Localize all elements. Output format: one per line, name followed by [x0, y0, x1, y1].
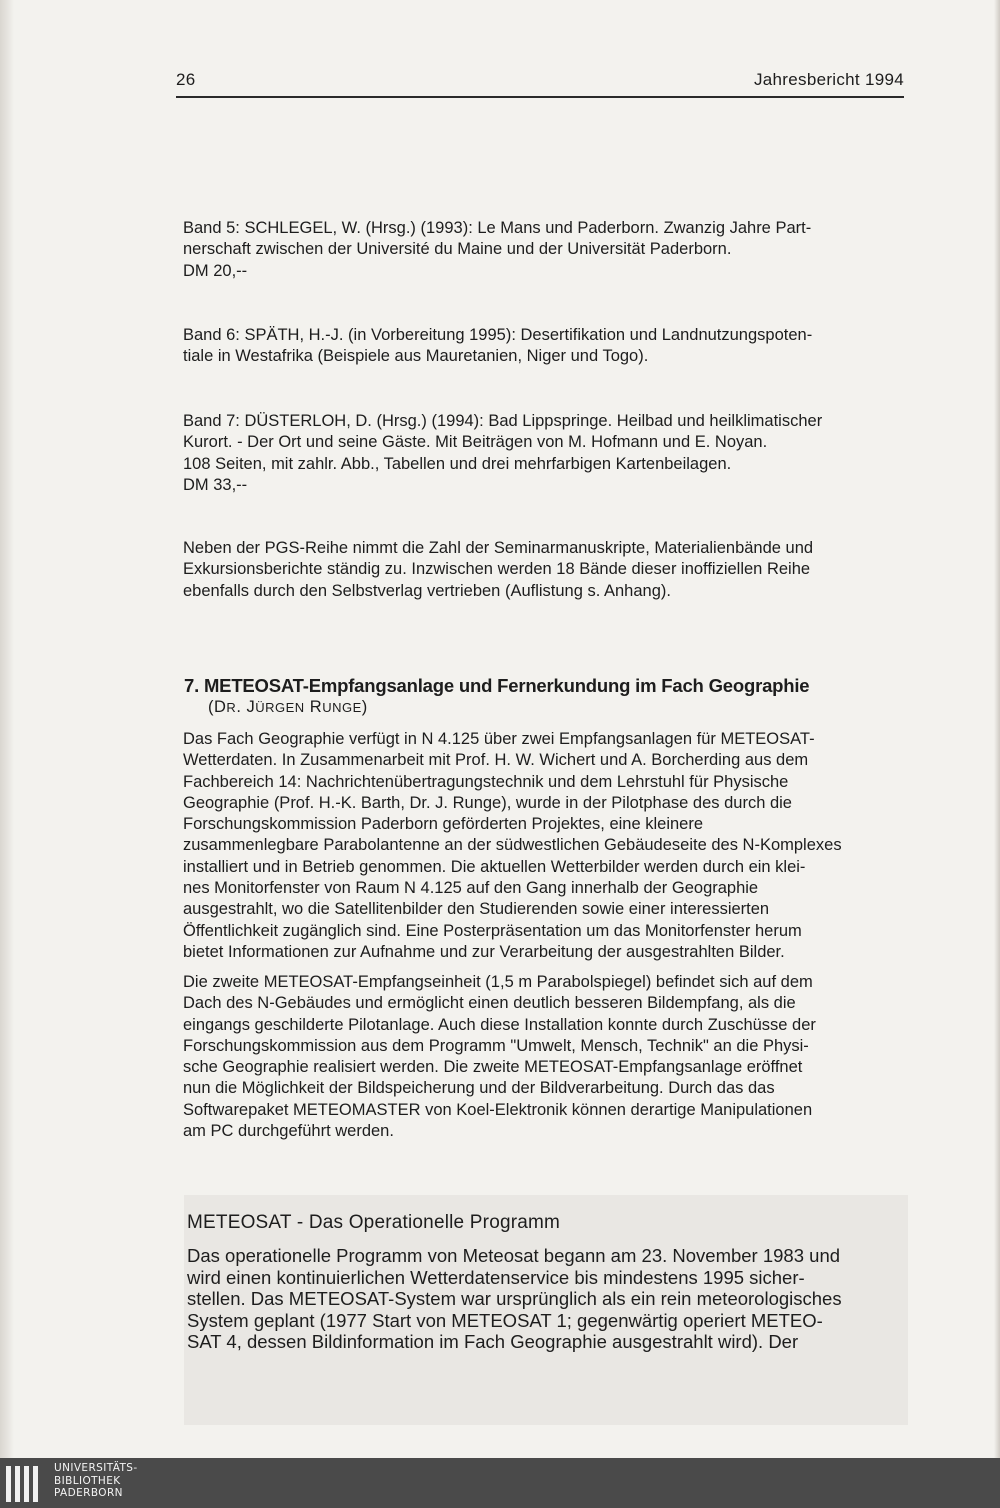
text-line: Neben der PGS-Reihe nimmt die Zahl der Seminarmanuskripte, Materialienbände und: [183, 539, 814, 557]
text-line: Das operationelle Programm von Meteosat begann am 23. November 1983 und: [187, 1245, 841, 1266]
author-part: (D: [208, 698, 227, 716]
page-number: 26: [176, 70, 196, 89]
text-line: bietet Informationen zur Aufnahme und zur Verarbeitung der ausgestrahlten Bilder.: [183, 942, 785, 961]
text-line: Exkursionsberichte ständig zu. Inzwischen werden 18 Bände dieser inoffiziellen Reihe: [183, 560, 811, 579]
text-line: nun die Möglichkeit der Bildspeicherung und der Bildverarbeitung. Durch das das: [183, 1079, 775, 1098]
text-line: Das Fach Geographie verfügt in N 4.125 über zwei Empfangsanlagen für METEOSAT-: [183, 730, 815, 748]
text-line: nes Monitorfenster von Raum N 4.125 auf den Gang innerhalb der Geographie: [183, 879, 759, 898]
author-part: ): [361, 698, 368, 716]
text-line: ebenfalls durch den Selbstverlag vertrieben (Auflistung s. Anhang).: [183, 581, 671, 600]
author-part: UNGE: [322, 700, 362, 715]
author-part: ÜRGEN: [255, 700, 305, 715]
text-line: tiale in Westafrika (Beispiele aus Mauretanien, Niger und Togo).: [183, 347, 649, 366]
text-line: Softwarepaket METEOMASTER von Koel-Elektronik können derartige Manipulationen: [183, 1100, 813, 1119]
info-box-text: [187, 1245, 905, 1353]
text-line: zusammenlegbare Parabolantenne an der südwestlichen Gebäudeseite des N-Komplexes: [183, 836, 842, 855]
library-name: [54, 1462, 138, 1500]
text-line: Die zweite METEOSAT-Empfangseinheit (1,5 m Parabolspiegel) befindet sich auf dem: [183, 973, 813, 991]
text-line: ausgestrahlt, wo die Satellitenbilder den Studierenden sowie einer interessierten: [183, 900, 770, 919]
text-line: Forschungskommission aus dem Programm "Umwelt, Mensch, Technik" an die Physi-: [183, 1036, 809, 1055]
text-line: am PC durchgeführt werden.: [183, 1122, 394, 1141]
band-7-entry: [183, 411, 905, 496]
text-line: Öffentlichkeit zugänglich sind. Eine Posterpräsentation um das Monitorfenster herum: [183, 921, 802, 940]
section-heading: 7. METEOSAT-Empfangsanlage und Fernerkundung im Fach Geographie: [184, 675, 810, 696]
text-line: Geographie (Prof. H.-K. Barth, Dr. J. Runge), wurde in der Pilotphase des durch die: [183, 793, 792, 812]
text-line: nerschaft zwischen der Université du Maine und der Universität Paderborn.: [183, 240, 732, 259]
text-line: eingangs geschilderte Pilotanlage. Auch diese Installation konnte durch Zuschüsse der: [183, 1015, 816, 1034]
text-line: SAT 4, dessen Bildinformation im Fach Geographie ausgestrahlt wird). Der: [187, 1331, 799, 1353]
author-part: R: [226, 700, 237, 715]
text-line: Dach des N-Gebäudes und ermöglicht einen deutlich besseren Bildempfang, als die: [183, 994, 796, 1013]
text-line: sche Geographie realisiert werden. Die zweite METEOSAT-Empfangsanlage eröffnet: [183, 1058, 803, 1077]
running-title: Jahresbericht 1994: [754, 70, 904, 89]
text-line: Fachbereich 14: Nachrichtenübertragungstechnik und dem Lehrstuhl für Physische: [183, 772, 789, 791]
author-part: R: [304, 698, 323, 716]
library-name-line: PADERBORN: [54, 1487, 123, 1499]
text-line: Band 5: SCHLEGEL, W. (Hrsg.) (1993): Le Mans und Paderborn. Zwanzig Jahre Part-: [183, 219, 812, 237]
text-line: wird einen kontinuierlichen Wetterdatenservice bis mindestens 1995 sicher-: [187, 1266, 805, 1288]
library-footer: [0, 1458, 1000, 1508]
band-6-entry: [183, 325, 905, 368]
info-box-title: METEOSAT - Das Operationelle Programm: [187, 1212, 561, 1233]
band-5-entry: [183, 218, 905, 282]
library-name-line: BIBLIOTHEK: [54, 1474, 121, 1487]
section-author: [208, 698, 368, 717]
text-line: Kurort. - Der Ort und seine Gäste. Mit Beiträgen von M. Hofmann und E. Noyan.: [183, 433, 768, 452]
text-line: Forschungskommission Paderborn geförderten Projektes, eine kleinere: [183, 815, 704, 834]
text-line: Band 7: DÜSTERLOH, D. (Hrsg.) (1994): Bad Lippspringe. Heilbad und heilklimatischer: [183, 412, 823, 430]
text-line: DM 20,--: [183, 261, 248, 280]
author-part: . J: [236, 698, 256, 716]
text-line: 108 Seiten, mit zahlr. Abb., Tabellen und drei mehrfarbigen Kartenbeilagen.: [183, 454, 732, 473]
text-line: Wetterdaten. In Zusammenarbeit mit Prof. H. W. Wichert und A. Borcherding aus dem: [183, 751, 809, 770]
library-name-line: UNIVERSITÄTS-: [54, 1462, 138, 1474]
book-gutter: [0, 0, 14, 1458]
text-line: stellen. Das METEOSAT-System war ursprünglich als ein rein meteorologisches: [187, 1288, 842, 1310]
section-paragraph-2: [183, 972, 905, 1142]
pgs-paragraph: [183, 538, 905, 602]
library-logo-icon: [6, 1466, 50, 1502]
section-paragraph-1: [183, 729, 905, 963]
page-edge: [994, 0, 1000, 1458]
text-line: DM 33,--: [183, 475, 248, 494]
text-line: installiert und in Betrieb genommen. Die aktuellen Wetterbilder werden durch ein klei-: [183, 857, 806, 876]
text-line: Band 6: SPÄTH, H.-J. (in Vorbereitung 1995): Desertifikation und Landnutzungspoten-: [183, 326, 813, 344]
text-line: System geplant (1977 Start von METEOSAT 1; gegenwärtig operiert METEO-: [187, 1309, 823, 1331]
page-header: [176, 68, 904, 98]
